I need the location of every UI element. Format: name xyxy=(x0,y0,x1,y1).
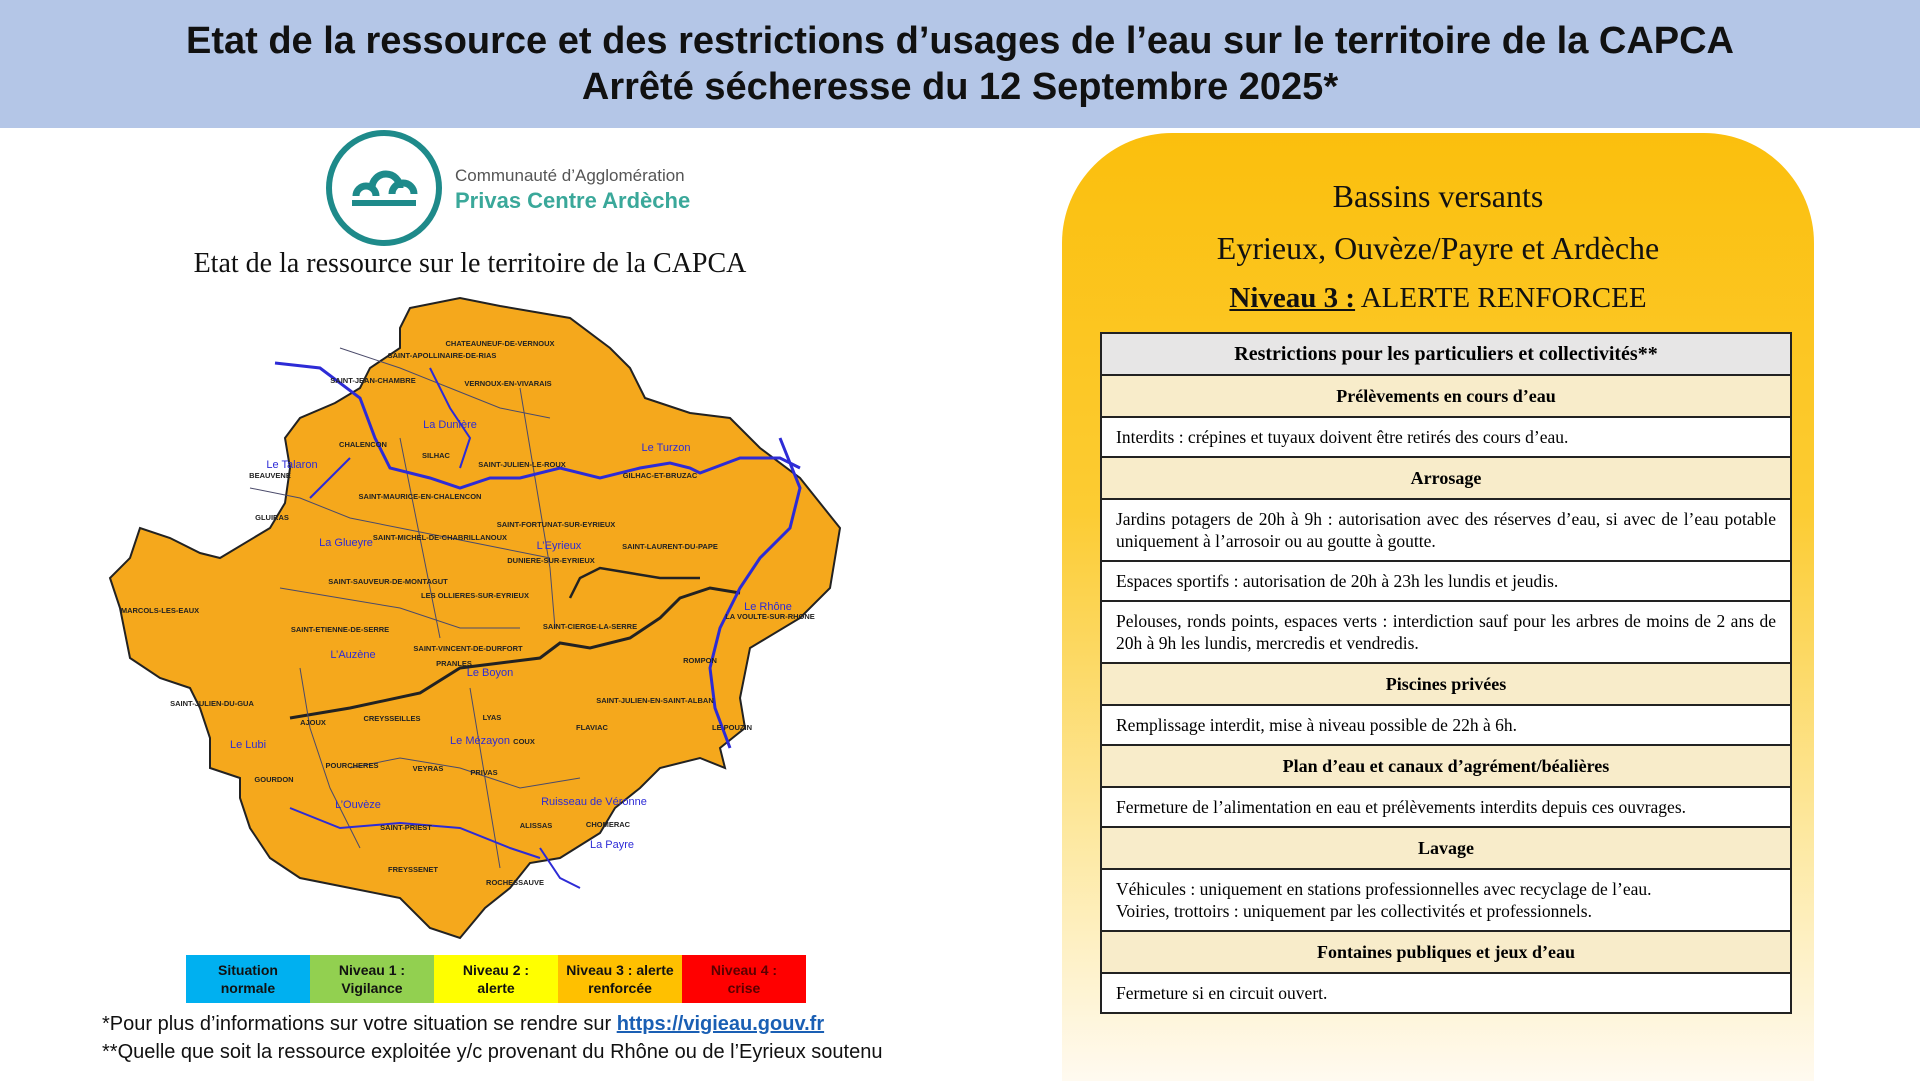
title-banner xyxy=(0,0,1920,128)
commune-label: SAINT-LAURENT-DU-PAPE xyxy=(622,542,718,551)
commune-label: CREYSSEILLES xyxy=(363,714,421,723)
table-row: Fermeture si en circuit ouvert. xyxy=(1102,974,1790,1012)
banner-title-line2: Arrêté sécheresse du 12 Septembre 2025* xyxy=(581,66,1339,108)
legend-niveau-4: Niveau 4 : crise xyxy=(682,955,806,1003)
river-label: Le Talaron xyxy=(266,459,318,471)
river-label: La Dunière xyxy=(423,419,477,431)
restrictions-table xyxy=(1100,332,1792,1014)
commune-label: AJOUX xyxy=(300,718,326,727)
table-row: Remplissage interdit, mise à niveau possible de 22h à 6h. xyxy=(1102,706,1790,746)
commune-label: DUNIERE-SUR-EYRIEUX xyxy=(507,556,595,565)
river-label: Le Lubi xyxy=(229,739,267,751)
table-section: Piscines privées xyxy=(1102,664,1790,706)
river-label: Ruisseau de Véronne xyxy=(541,796,647,808)
table-section: Arrosage xyxy=(1102,458,1790,500)
footnote-2: **Quelle que soit la ressource exploitée y/c provenant du Rhône ou de l’Eyrieux soutenu xyxy=(102,1041,883,1063)
river-label: La Payre xyxy=(589,839,635,851)
panel-title-1: Bassins versants xyxy=(1332,178,1544,214)
commune-label: SAINT-FORTUNAT-SUR-EYRIEUX xyxy=(496,520,616,529)
commune-label: CHALENCON xyxy=(339,440,387,449)
table-section: Lavage xyxy=(1102,828,1790,870)
footnote-1-text: *Pour plus d’informations sur votre situation se rendre sur xyxy=(102,1013,617,1035)
commune-label: SAINT-PRIEST xyxy=(380,823,432,832)
river-label: La Glueyre xyxy=(319,537,373,549)
commune-label: ALISSAS xyxy=(519,821,553,830)
legend-niveau-2: Niveau 2 : alerte xyxy=(434,955,558,1003)
commune-label: GLUIRAS xyxy=(255,513,289,522)
commune-label: CHATEAUNEUF-DE-VERNOUX xyxy=(445,339,555,348)
table-section: Fontaines publiques et jeux d’eau xyxy=(1102,932,1790,974)
commune-label: FREYSSENET xyxy=(387,865,439,874)
commune-label: LYAS xyxy=(482,713,502,722)
commune-label: LES OLLIERES-SUR-EYRIEUX xyxy=(421,591,529,600)
commune-label: GOURDON xyxy=(254,775,294,784)
panel-level-text: ALERTE RENFORCEE xyxy=(1355,282,1647,314)
commune-label: SAINT-APOLLINAIRE-DE-RIAS xyxy=(387,351,497,360)
commune-label: GILHAC-ET-BRUZAC xyxy=(622,471,698,480)
table-section: Plan d’eau et canaux d’agrément/béalières xyxy=(1102,746,1790,788)
map-title: Etat de la ressource sur le territoire de la CAPCA xyxy=(193,248,747,279)
commune-label: PRIVAS xyxy=(470,768,498,777)
panel-level-prefix: Niveau 3 : xyxy=(1229,282,1356,314)
capca-logo xyxy=(326,130,442,246)
commune-label: POURCHERES xyxy=(325,761,379,770)
commune-label: SAINT-MICHEL-DE-CHABRILLANOUX xyxy=(372,533,508,542)
footnote-1 xyxy=(102,1013,824,1036)
table-row: Véhicules : uniquement en stations professionnelles avec recyclage de l’eau. Voiries, trottoirs : uniquement par les collectivités et professionnels. xyxy=(1102,870,1790,932)
capca-logo-icon xyxy=(332,136,436,240)
commune-label: SAINT-JEAN-CHAMBRE xyxy=(330,376,416,385)
river-label: Le Boyon xyxy=(466,667,514,679)
river-label: L’Auzène xyxy=(330,649,376,661)
territory-map xyxy=(100,288,860,948)
table-section: Prélèvements en cours d’eau xyxy=(1102,376,1790,418)
commune-label: SAINT-JULIEN-DU-GUA xyxy=(170,699,254,708)
panel-title-2: Eyrieux, Ouvèze/Payre et Ardèche xyxy=(1216,230,1660,266)
legend-niveau-3: Niveau 3 : alerte renforcée xyxy=(558,955,682,1003)
logo-text-line2: Privas Centre Ardèche xyxy=(455,188,691,213)
commune-label: MARCOLS-LES-EAUX xyxy=(120,606,200,615)
commune-label: SAINT-MAURICE-EN-CHALENCON xyxy=(358,492,482,501)
commune-label: PRANLES xyxy=(436,659,472,668)
river-label: L’Eyrieux xyxy=(536,540,582,552)
territory-map-graphic xyxy=(100,288,860,948)
commune-label: ROCHESSAUVE xyxy=(486,878,544,887)
river-label: L’Ouvèze xyxy=(335,799,381,811)
river-label: Le Turzon xyxy=(641,442,691,454)
river-label: Le Mézayon xyxy=(450,735,510,747)
commune-label: SAINT-SAUVEUR-DE-MONTAGUT xyxy=(328,577,448,586)
banner-title-line1: Etat de la ressource et des restrictions d’usages de l’eau sur le territoire de la CAPCA xyxy=(186,20,1734,62)
commune-label: VEYRAS xyxy=(412,764,444,773)
commune-label: SAINT-ETIENNE-DE-SERRE xyxy=(290,625,390,634)
table-row: Espaces sportifs : autorisation de 20h à 23h les lundis et jeudis. xyxy=(1102,562,1790,602)
commune-label: FLAVIAC xyxy=(576,723,608,732)
table-row: Interdits : crépines et tuyaux doivent être retirés des cours d’eau. xyxy=(1102,418,1790,458)
commune-label: LA VOULTE-SUR-RHONE xyxy=(725,612,815,621)
commune-label: SILHAC xyxy=(422,451,450,460)
commune-label: LE POUZIN xyxy=(711,723,753,732)
logo-text-line1: Communauté d’Agglomération xyxy=(455,166,685,185)
commune-label: SAINT-VINCENT-DE-DURFORT xyxy=(413,644,523,653)
commune-label: ROMPON xyxy=(683,656,717,665)
vigieau-link[interactable]: https://vigieau.gouv.fr xyxy=(616,1013,825,1035)
legend-situation-normale: Situation normale xyxy=(186,955,310,1003)
river-label: Le Rhône xyxy=(744,601,792,613)
level-legend xyxy=(186,955,806,1003)
commune-label: SAINT-JULIEN-LE-ROUX xyxy=(478,460,566,469)
commune-label: CHOMERAC xyxy=(585,820,631,829)
legend-niveau-1: Niveau 1 : Vigilance xyxy=(310,955,434,1003)
commune-label: COUX xyxy=(513,737,535,746)
table-header: Restrictions pour les particuliers et collectivités** xyxy=(1102,334,1790,376)
table-row: Jardins potagers de 20h à 9h : autorisation avec des réserves d’eau, si avec de l’eau potable uniquement à l’arrosoir ou au goutte à goutte. xyxy=(1102,500,1790,562)
commune-label: BEAUVENE xyxy=(249,471,291,480)
commune-label: SAINT-CIERGE-LA-SERRE xyxy=(542,622,638,631)
commune-label: VERNOUX-EN-VIVARAIS xyxy=(464,379,552,388)
commune-label: SAINT-JULIEN-EN-SAINT-ALBAN xyxy=(596,696,714,705)
table-row: Fermeture de l’alimentation en eau et prélèvements interdits depuis ces ouvrages. xyxy=(1102,788,1790,828)
panel-level xyxy=(1062,282,1814,315)
table-row: Pelouses, ronds points, espaces verts : interdiction sauf pour les arbres de moins de 2 ans de 20h à 9h les lundis, mercredis et vendredis. xyxy=(1102,602,1790,664)
